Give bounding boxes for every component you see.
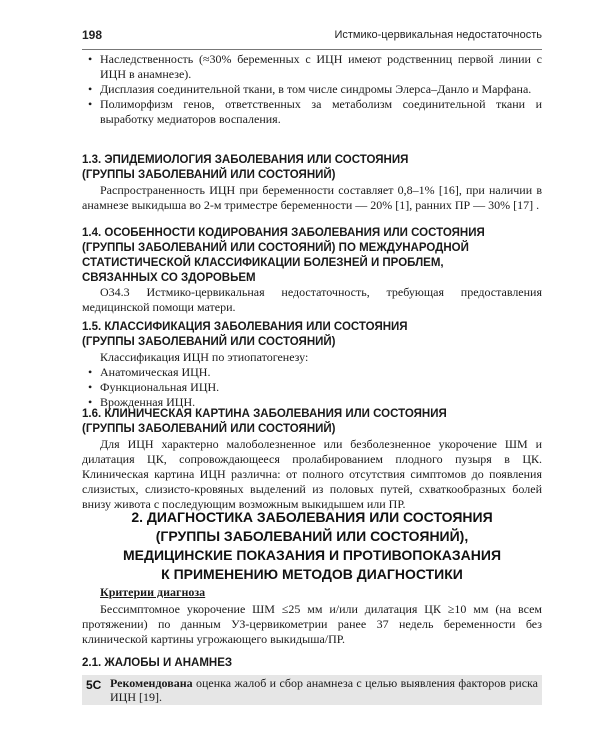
list-item: • Анатомическая ИЦН. xyxy=(82,365,542,380)
section-2-1-heading: 2.1. ЖАЛОБЫ И АНАМНЕЗ xyxy=(82,657,233,669)
heading-line: МЕДИЦИНСКИЕ ПОКАЗАНИЯ И ПРОТИВОПОКАЗАНИЯ xyxy=(122,547,502,563)
list-item: • Дисплазия соединительной ткани, в том числе синдромы Элерса–Данло и Марфана. xyxy=(82,82,542,97)
recommendation-box xyxy=(82,675,542,705)
heading-line: (ГРУППЫ ЗАБОЛЕВАНИЙ ИЛИ СОСТОЯНИЙ) xyxy=(82,423,336,435)
section-1-4-heading xyxy=(82,226,542,286)
heading-line: СВЯЗАННЫХ СО ЗДОРОВЬЕМ xyxy=(82,272,256,284)
heading-line: (ГРУППЫ ЗАБОЛЕВАНИЙ ИЛИ СОСТОЯНИЙ) xyxy=(82,169,336,181)
section-1-5-heading xyxy=(82,320,542,350)
heading-line: (ГРУППЫ ЗАБОЛЕВАНИЙ ИЛИ СОСТОЯНИЙ), xyxy=(155,528,469,544)
risk-factor-list xyxy=(82,52,542,127)
heading-line: (ГРУППЫ ЗАБОЛЕВАНИЙ ИЛИ СОСТОЯНИЙ) ПО МЕЖДУНАРОДНОЙ xyxy=(82,242,469,254)
heading-line: 1.3. ЭПИДЕМИОЛОГИЯ ЗАБОЛЕВАНИЯ ИЛИ СОСТОЯНИЯ xyxy=(82,154,409,166)
heading-line: 2. ДИАГНОСТИКА ЗАБОЛЕВАНИЯ ИЛИ СОСТОЯНИЯ xyxy=(131,509,493,525)
heading-line: К ПРИМЕНЕНИЮ МЕТОДОВ ДИАГНОСТИКИ xyxy=(161,566,463,582)
heading-line: (ГРУППЫ ЗАБОЛЕВАНИЙ ИЛИ СОСТОЯНИЙ) xyxy=(82,336,336,348)
recommendation-text xyxy=(110,676,538,704)
heading-line: 1.6. КЛИНИЧЕСКАЯ КАРТИНА ЗАБОЛЕВАНИЯ ИЛИ СОСТОЯНИЯ xyxy=(82,408,447,420)
page-header xyxy=(82,27,542,50)
section-1-3-heading xyxy=(82,153,542,183)
list-item: • Наследственность (≈30% беременных с ИЦН имеют родственниц первой линии с ИЦН в анамнезе). xyxy=(82,52,542,82)
section-1-6-heading xyxy=(82,407,542,437)
page-number: 198 xyxy=(82,28,103,42)
recommendation-lead: Рекомендована xyxy=(110,676,193,690)
criteria-label: Критерии диагноза xyxy=(100,585,206,599)
epidemiology-text: Распространенность ИЦН при беременности составляет 0,8–1% [16], при наличии в анамнезе выкидыша во 2-м триместре беременности — 20% [1], ранних ПР — 30% [17] . xyxy=(82,183,542,212)
clinical-picture-text: Для ИЦН характерно малоболезненное или безболезненное укорочение ШМ и дилатация ЦК, сопровождающееся пролабированием плодного пузыря в ЦК. Клиническая картина ИЦН различна: от полного отсутствия симптомов до появления слизистых, слизисто-кровяных выделений из половых путей, схваткообразных болей внизу живота с последующим возможным выкидышем или ПР. xyxy=(82,437,542,511)
list-item: • Полиморфизм генов, ответственных за метаболизм соединительной ткани и выработку медиаторов воспаления. xyxy=(82,97,542,127)
list-item: • Врожденная ИЦН. xyxy=(82,395,542,410)
heading-line: СТАТИСТИЧЕСКОЙ КЛАССИФИКАЦИИ БОЛЕЗНЕЙ И ПРОБЛЕМ, xyxy=(82,257,444,269)
section-2-heading xyxy=(82,508,542,584)
coding-text: O34.3 Истмико-цервикальная недостаточность, требующая предоставления медицинской помощи матери. xyxy=(82,285,542,314)
classification-list xyxy=(82,365,542,410)
evidence-level-badge: 5С xyxy=(86,678,102,692)
heading-line: 1.4. ОСОБЕННОСТИ КОДИРОВАНИЯ ЗАБОЛЕВАНИЯ ИЛИ СОСТОЯНИЯ xyxy=(82,227,485,239)
classification-intro: Классификация ИЦН по этиопатогенезу: xyxy=(100,350,309,364)
running-title: Истмико-цервикальная недостаточность xyxy=(334,29,542,41)
heading-line: 1.5. КЛАССИФИКАЦИЯ ЗАБОЛЕВАНИЯ ИЛИ СОСТОЯНИЯ xyxy=(82,321,408,333)
criteria-text: Бессимптомное укорочение ШМ ≤25 мм и/или дилатация ЦК ≥10 мм (на всем протяжении) по данным УЗ-цервикометрии ранее 37 недель беременности без клинической картины угрожающего выкидыша/ПР. xyxy=(82,602,542,646)
list-item: • Функциональная ИЦН. xyxy=(82,380,542,395)
recommendation-body: оценка жалоб и сбор анамнеза с целью выявления факторов риска ИЦН [19]. xyxy=(110,676,539,704)
